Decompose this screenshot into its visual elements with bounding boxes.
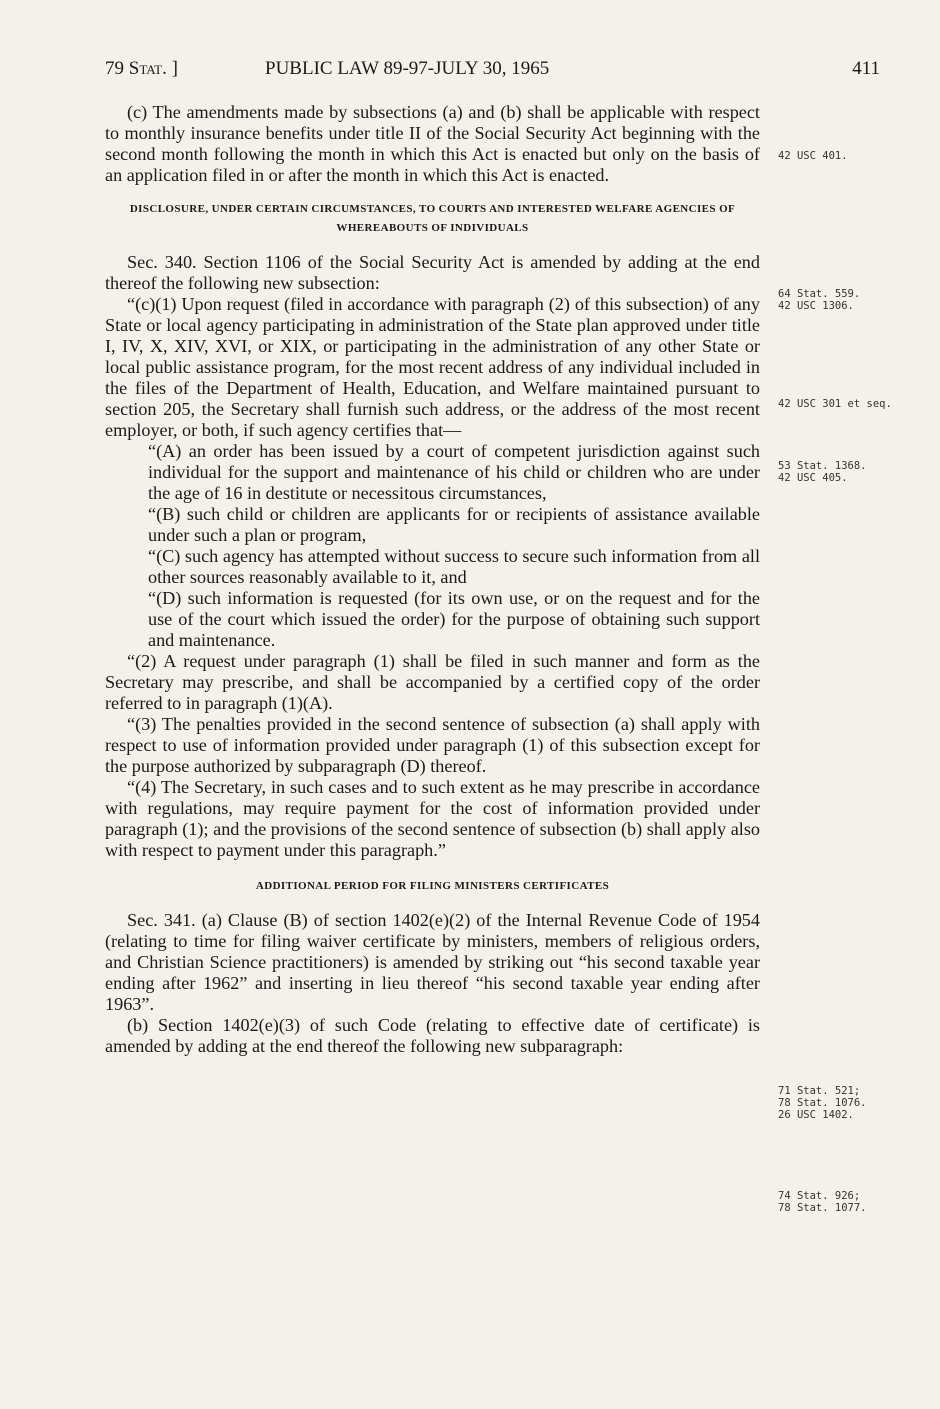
clause-d: “(D) such information is requested (for its own use, or on the request and for the use of the court which issued the order) for the purpose of obtaining such support and maintenance. (148, 588, 760, 650)
running-title: PUBLIC LAW 89-97-JULY 30, 1965 (265, 58, 550, 79)
margin-note-2: 64 Stat. 559. 42 USC 1306. (778, 288, 861, 312)
section-heading-disclosure: DISCLOSURE, UNDER CERTAIN CIRCUMSTANCES, TO COURTS AND INTERESTED WELFARE AGENCIES OF WHEREABOUTS OF INDIVIDUALS (129, 203, 736, 234)
section-341-b: (b) Section 1402(e)(3) of such Code (relating to effective date of certificate) is amended by adding at the end thereof the following new subparagraph: (105, 1015, 760, 1056)
margin-note-5: 71 Stat. 521; 78 Stat. 1076. 26 USC 1402. (778, 1085, 867, 1121)
section-341-a: Sec. 341. (a) Clause (B) of section 1402(e)(2) of the Internal Revenue Code of 1954 (relating to time for filing waiver certificate by ministers, members of religious orders, and Christian Science practitioners) is amended by striking out “his second taxable year ending after 1962” and inserting in lieu thereof “his second taxable year ending after 1963”. (105, 910, 760, 1014)
subsection-c-3: “(3) The penalties provided in the second sentence of subsection (a) shall apply with respect to use of information provided under paragraph (1) of this subsection except for the purpose authorized by subparagraph (D) thereof. (105, 714, 760, 776)
section-340-intro: Sec. 340. Section 1106 of the Social Security Act is amended by adding at the end thereof the following new subsection: (105, 252, 760, 293)
clause-a: “(A) an order has been issued by a court of competent jurisdiction against such individual for the support and maintenance of his child or children who are under the age of 16 in destitute or necessitous circumstances, (148, 441, 760, 503)
margin-note-6: 74 Stat. 926; 78 Stat. 1077. (778, 1190, 867, 1214)
paragraph-c: (c) The amendments made by subsections (a) and (b) shall be applicable with respect to monthly insurance benefits under title II of the Social Security Act beginning with the second month following the month in which this Act is enacted but only on the basis of an application filed in or after the month in which this Act is enacted. (105, 102, 760, 185)
margin-note-3: 42 USC 301 et seq. (778, 398, 892, 410)
page-header (105, 58, 880, 88)
margin-note-1: 42 USC 401. (778, 150, 848, 162)
subsection-c-1: “(c)(1) Upon request (filed in accordance with paragraph (2) of this subsection) of any State or local agency participating in administration of the State plan approved under title I, IV, X, XIV, XVI, or XIX, or participating in the administration of any other State or local public assistance program, for the most recent address of any individual included in the files of the Department of Health, Education, and Welfare maintained pursuant to section 205, the Secretary shall furnish such address, or the address of the most recent employer, or both, if such agency certifies that— (105, 294, 760, 440)
page-number: 411 (852, 58, 880, 79)
section-heading-ministers: ADDITIONAL PERIOD FOR FILING MINISTERS CERTIFICATES (255, 880, 610, 892)
volume-reference: 79 Stat. ] (105, 58, 178, 79)
margin-note-4: 53 Stat. 1368. 42 USC 405. (778, 460, 867, 484)
body-text (105, 102, 760, 1057)
clause-c: “(C) such agency has attempted without success to secure such information from all other sources reasonably available to it, and (148, 546, 760, 587)
subsection-c-2: “(2) A request under paragraph (1) shall be filed in such manner and form as the Secretary may prescribe, and shall be accompanied by a certified copy of the order referred to in paragraph (1)(A). (105, 651, 760, 713)
clause-b: “(B) such child or children are applicants for or recipients of assistance available under such a plan or program, (148, 504, 760, 545)
subsection-c-4: “(4) The Secretary, in such cases and to such extent as he may prescribe in accordance with regulations, may require payment for the cost of information provided under paragraph (1); and the provisions of the second sentence of subsection (b) shall apply also with respect to payment under this paragraph.” (105, 777, 760, 860)
